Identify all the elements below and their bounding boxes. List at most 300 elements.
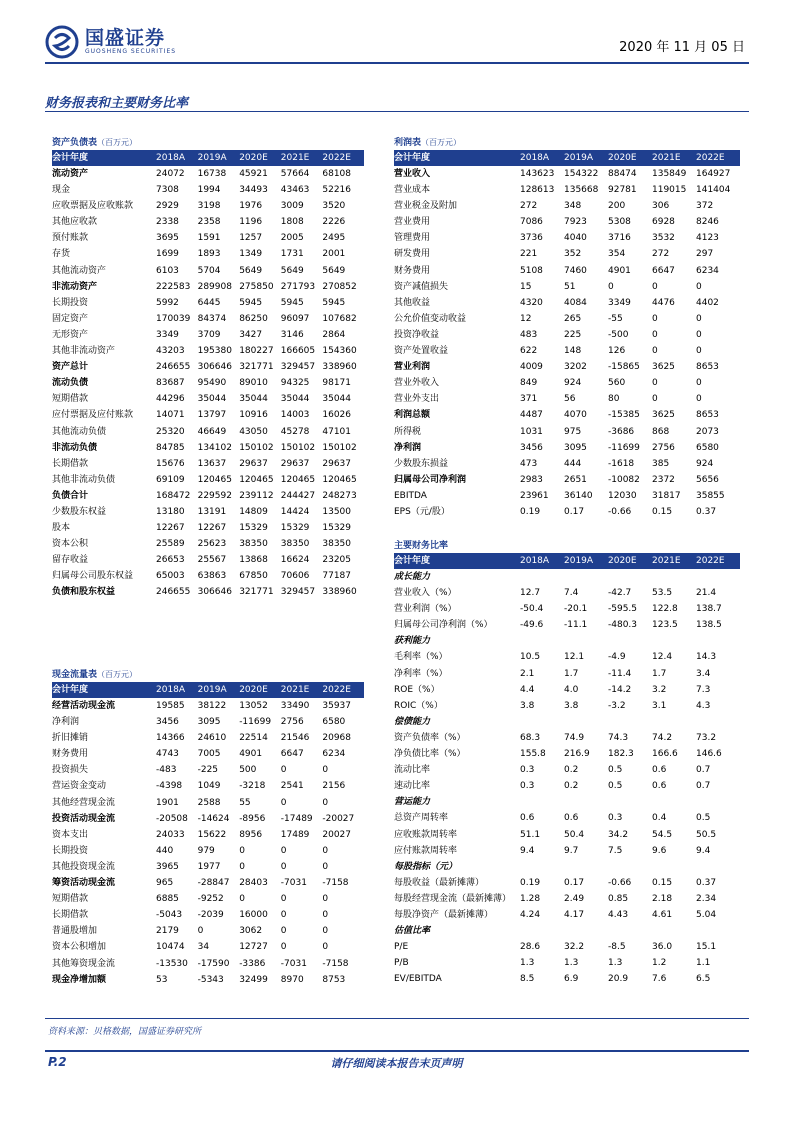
cell-value: 25623 — [197, 539, 227, 550]
cell-value: 20968 — [322, 733, 352, 744]
table-row — [52, 391, 364, 407]
cell-value: 0 — [322, 942, 329, 953]
cell-value: 15329 — [239, 523, 268, 534]
table-row — [52, 166, 364, 182]
table-row — [394, 440, 740, 456]
table-row — [52, 214, 364, 230]
cell-value: 3.8 — [564, 700, 579, 711]
table-row — [394, 230, 740, 246]
table-row — [52, 182, 364, 198]
cell-value: 8753 — [322, 974, 346, 985]
table-row — [394, 649, 740, 665]
cell-value: 107682 — [322, 313, 357, 324]
cell-value: 89010 — [239, 378, 268, 389]
cell-value: 3349 — [608, 297, 631, 308]
cell-value: 4.17 — [564, 909, 585, 920]
cell-value: 1901 — [156, 797, 179, 808]
cell-value: 0.17 — [564, 506, 585, 517]
cell-value: 4084 — [564, 297, 587, 308]
cell-value: 2358 — [197, 217, 221, 228]
table-title-text: 现金流量表 — [52, 670, 98, 680]
table-row — [394, 939, 740, 955]
cell-value: 13797 — [197, 410, 227, 421]
cell-value: 924 — [564, 378, 582, 389]
page-number: P.2 — [48, 1055, 67, 1069]
cell-value: 0.3 — [520, 781, 535, 792]
cell-value: 168472 — [156, 490, 191, 501]
cell-value: 275850 — [239, 281, 274, 292]
cell-value: 3965 — [156, 861, 179, 872]
cell-value: 7.6 — [652, 974, 667, 985]
section-divider — [45, 111, 749, 112]
cell-value: 4901 — [608, 265, 631, 276]
table-row — [394, 246, 740, 262]
cell-value: -7031 — [280, 878, 307, 889]
table-row — [394, 343, 740, 359]
cell-value: 225 — [564, 329, 582, 340]
cell-value: 3009 — [280, 201, 304, 212]
cell-value: 0 — [696, 394, 702, 405]
cell-value: 126 — [608, 346, 626, 357]
row-label: 应付账款周转率 — [394, 845, 458, 856]
cell-value: 13868 — [239, 555, 268, 566]
cell-value: 8970 — [280, 974, 304, 985]
cell-value: 32499 — [239, 974, 268, 985]
table-row — [52, 859, 364, 875]
cell-value: 69109 — [156, 474, 185, 485]
table-row — [52, 520, 364, 536]
cell-value: 7923 — [564, 217, 587, 228]
cell-value: -42.7 — [608, 588, 632, 599]
row-label: 普通股增加 — [52, 926, 98, 937]
cell-value: 3.8 — [520, 700, 535, 711]
cell-value: 13180 — [156, 506, 185, 517]
table-row — [52, 875, 364, 891]
cell-value: 2073 — [696, 426, 719, 437]
table-row — [394, 843, 740, 859]
cell-value: 84374 — [197, 313, 227, 324]
cell-value: 2001 — [322, 249, 346, 260]
row-label: 归属母公司股东权益 — [52, 571, 134, 582]
table-title — [394, 136, 740, 151]
cell-value: 9.6 — [652, 845, 667, 856]
cell-value: 1808 — [280, 217, 304, 228]
header-divider — [45, 62, 749, 64]
cell-value: 0 — [280, 861, 287, 872]
cell-value: -50.4 — [520, 604, 544, 615]
cell-value: 270852 — [322, 281, 357, 292]
cell-value: 244427 — [280, 490, 316, 501]
row-label: 长期投资 — [52, 297, 89, 308]
logo-name: 国盛证券 — [85, 27, 166, 49]
row-label: 净负债比率（%） — [394, 749, 466, 760]
table-bottom-divider — [45, 1018, 749, 1019]
cell-value: 74.9 — [564, 732, 585, 743]
cell-value: 16000 — [239, 910, 268, 921]
cell-value: 155.8 — [520, 749, 546, 760]
cell-value — [696, 633, 740, 649]
row-label: 股本 — [52, 523, 71, 534]
table-row — [394, 391, 740, 407]
cell-value: 13052 — [239, 701, 268, 711]
cell-value: 1699 — [156, 249, 179, 260]
cell-value: 25567 — [197, 555, 227, 566]
cell-value: 73.2 — [696, 732, 717, 743]
cell-value: 271793 — [280, 281, 316, 292]
cell-value: 0.5 — [608, 781, 623, 792]
table-row — [52, 907, 364, 923]
cell-value: 12.7 — [520, 588, 541, 599]
cell-value: 2541 — [280, 781, 304, 792]
table-row — [52, 327, 364, 343]
cell-value: 143623 — [520, 169, 555, 179]
cell-value: 1.3 — [608, 958, 623, 969]
cell-value: 1349 — [239, 249, 263, 260]
cell-value — [564, 923, 608, 939]
cell-value — [652, 794, 696, 810]
cell-value: 0 — [652, 394, 658, 405]
row-label: 其他流动资产 — [52, 265, 107, 276]
cell-value: 180227 — [239, 346, 274, 357]
cell-value: 148 — [564, 346, 582, 357]
cell-value: 21.4 — [696, 588, 717, 599]
row-label: 管理费用 — [394, 233, 431, 244]
cell-value: 0 — [280, 942, 287, 953]
cell-value: 92781 — [608, 185, 637, 196]
row-label: 研发费用 — [394, 249, 431, 260]
table-row — [394, 666, 740, 682]
cashflow-table — [52, 668, 364, 988]
cell-value: 0.85 — [608, 893, 629, 904]
row-label: 每股经营现金流（最新摊薄） — [394, 893, 512, 904]
cell-value: 0 — [696, 281, 702, 292]
table-title — [52, 136, 364, 151]
cell-value: -13530 — [156, 958, 188, 969]
cell-value: 0 — [239, 845, 245, 856]
cell-value: -20.1 — [564, 604, 588, 615]
cell-value — [652, 569, 696, 585]
cell-value: 4476 — [652, 297, 675, 308]
row-label: 其他非流动负债 — [52, 474, 116, 485]
cell-value: 134102 — [197, 442, 232, 453]
cell-value: 12727 — [239, 942, 268, 953]
cell-value: -3386 — [239, 958, 266, 969]
row-label: 负债合计 — [52, 490, 89, 501]
cell-value: 6928 — [652, 217, 675, 228]
table-row — [52, 456, 364, 472]
table-row — [52, 230, 364, 246]
row-label: 投资活动现金流 — [52, 813, 116, 824]
row-label: 资产减值损失 — [394, 281, 449, 292]
table-row — [394, 585, 740, 601]
row-label: 其他收益 — [394, 297, 431, 308]
cell-value: 164927 — [696, 169, 731, 179]
cell-value: 122.8 — [652, 604, 678, 615]
cell-value: 12267 — [197, 523, 227, 534]
source-note: 资料来源：贝格数据，国盛证券研究所 — [48, 1027, 202, 1037]
cell-value: 965 — [156, 878, 174, 889]
row-label: 固定资产 — [52, 313, 89, 324]
header-label: 会计年度 — [394, 556, 431, 566]
row-label: 流动资产 — [52, 169, 89, 179]
table-row — [52, 584, 364, 600]
cell-value: 0.2 — [564, 765, 579, 776]
cell-value: 0 — [696, 329, 702, 340]
row-label: 获利能力 — [394, 636, 431, 647]
cell-value: 4.3 — [696, 700, 711, 711]
cell-value: 0 — [197, 926, 204, 937]
cell-value: 74.3 — [608, 732, 629, 743]
cell-value: 2338 — [156, 217, 179, 228]
table-row — [394, 295, 740, 311]
cell-value: 35937 — [322, 701, 352, 711]
cell-value: 0 — [696, 346, 702, 357]
cell-value: 5.04 — [696, 909, 717, 920]
cell-value: 4.4 — [520, 684, 535, 695]
cell-value: 321771 — [239, 362, 274, 373]
cell-value: 14.3 — [696, 652, 717, 663]
cell-value: 23205 — [322, 555, 352, 566]
cell-value: 248273 — [322, 490, 357, 501]
cell-value: -10082 — [608, 474, 640, 485]
table-row — [394, 682, 740, 698]
table-row — [52, 536, 364, 552]
cell-value: 96097 — [280, 313, 310, 324]
cell-value: 55 — [239, 797, 251, 808]
row-label: 资产总计 — [52, 362, 89, 373]
cell-value: 146.6 — [696, 749, 722, 760]
cell-value: 34.2 — [608, 829, 629, 840]
cell-value: 154322 — [564, 169, 599, 179]
cell-value: 12.1 — [564, 652, 585, 663]
row-label: P/E — [394, 942, 409, 953]
cell-value: 88474 — [608, 169, 637, 179]
cell-value: 9.7 — [564, 845, 579, 856]
row-label: 投资净收益 — [394, 329, 440, 340]
cell-value: 4487 — [520, 410, 543, 421]
cell-value: 3709 — [197, 329, 221, 340]
header-year: 2022E — [696, 153, 725, 163]
cell-value: 1994 — [197, 185, 221, 196]
cell-value: 272 — [652, 249, 670, 260]
table-row — [394, 166, 740, 182]
row-label: 净利润 — [52, 717, 80, 728]
cell-value: 21546 — [280, 733, 310, 744]
cell-value: -5043 — [156, 910, 183, 921]
row-label: 其他筹资现金流 — [52, 958, 116, 969]
cell-value: 246655 — [156, 587, 191, 598]
cell-value — [608, 859, 652, 875]
cell-value: 20.9 — [608, 974, 629, 985]
cell-value: 166605 — [280, 346, 316, 357]
cell-value: 0.15 — [652, 506, 673, 517]
table-row — [52, 939, 364, 955]
row-label: ROIC（%） — [394, 700, 443, 711]
cell-value: 2756 — [280, 717, 304, 728]
cell-value: 0 — [322, 765, 329, 776]
cell-value: 50.4 — [564, 829, 585, 840]
row-label: EPS（元/股） — [394, 506, 450, 517]
table-row — [394, 891, 740, 907]
row-label: 营业外收入 — [394, 378, 440, 389]
table-row — [52, 311, 364, 327]
cell-value: 3520 — [322, 201, 346, 212]
cell-value: 6.9 — [564, 974, 579, 985]
cell-value — [564, 859, 608, 875]
cell-value: 170039 — [156, 313, 191, 324]
cell-value: 38350 — [322, 539, 352, 550]
cell-value — [520, 633, 564, 649]
header-year: 2018A — [156, 153, 186, 163]
cell-value: 84785 — [156, 442, 185, 453]
table-row — [52, 472, 364, 488]
row-label: 营业成本 — [394, 185, 431, 196]
cell-value: 5108 — [520, 265, 543, 276]
cell-value: 0 — [280, 797, 287, 808]
cell-value: 150102 — [280, 442, 316, 453]
row-label: 非流动资产 — [52, 281, 98, 292]
cell-value: 35044 — [197, 394, 227, 405]
table-row — [52, 827, 364, 843]
cell-value: 216.9 — [564, 749, 590, 760]
cell-value: 221 — [520, 249, 538, 260]
row-label: 营业收入 — [394, 169, 431, 179]
cell-value: 372 — [696, 201, 714, 212]
table-row — [52, 795, 364, 811]
cell-value: 3736 — [520, 233, 543, 244]
cell-value: 0 — [239, 861, 245, 872]
cell-value: 3.2 — [652, 684, 667, 695]
row-label: 短期借款 — [52, 394, 89, 405]
table-row — [52, 714, 364, 730]
row-label: 资本支出 — [52, 829, 89, 840]
cell-value: 0.6 — [564, 813, 579, 824]
cell-value: 239112 — [239, 490, 274, 501]
cell-value: 20027 — [322, 829, 352, 840]
cell-value: 0.7 — [696, 765, 711, 776]
cell-value: -3.2 — [608, 700, 626, 711]
cell-value: 1257 — [239, 233, 263, 244]
cell-value: 0 — [280, 926, 287, 937]
table-row — [394, 810, 740, 826]
row-label: 长期借款 — [52, 458, 89, 469]
cell-value: 14071 — [156, 410, 185, 421]
cell-value: 95490 — [197, 378, 227, 389]
footer-divider — [45, 1050, 749, 1052]
cell-value: 54.5 — [652, 829, 673, 840]
table-header — [394, 151, 740, 166]
row-label: 预付账款 — [52, 233, 89, 244]
cell-value: 0 — [696, 313, 702, 324]
header-label: 会计年度 — [394, 153, 431, 163]
cell-value: 67850 — [239, 571, 268, 582]
table-row — [394, 633, 740, 649]
table-row — [52, 762, 364, 778]
cell-value: 38350 — [280, 539, 310, 550]
cell-value: 7.5 — [608, 845, 623, 856]
cell-value: 0 — [322, 926, 329, 937]
cell-value: 1049 — [197, 781, 221, 792]
cell-value: -14.2 — [608, 684, 632, 695]
header-label: 会计年度 — [52, 685, 89, 695]
table-row — [394, 827, 740, 843]
table-title-text: 主要财务比率 — [394, 541, 449, 551]
cell-value — [696, 923, 740, 939]
table-row — [394, 601, 740, 617]
cell-value: 0.3 — [608, 813, 623, 824]
cell-value: 5945 — [322, 297, 346, 308]
cell-value: 65003 — [156, 571, 185, 582]
cell-value: 2179 — [156, 926, 179, 937]
cell-value — [564, 569, 608, 585]
cell-value: 5945 — [239, 297, 263, 308]
cell-value: 34493 — [239, 185, 268, 196]
cell-value: 0 — [280, 910, 287, 921]
header-year: 2020E — [239, 153, 268, 163]
cell-value: 3095 — [564, 442, 587, 453]
header-year: 2021E — [280, 685, 310, 695]
table-row — [394, 698, 740, 714]
cell-value: 52216 — [322, 185, 352, 196]
cell-value: 385 — [652, 458, 670, 469]
cell-value: 138.5 — [696, 620, 722, 631]
cell-value: 338960 — [322, 362, 357, 373]
table-row — [52, 263, 364, 279]
cell-value — [652, 923, 696, 939]
cell-value: 4009 — [520, 362, 543, 373]
cell-value: 0.3 — [520, 765, 535, 776]
cell-value — [696, 859, 740, 875]
row-label: 资本公积 — [52, 539, 89, 550]
cell-value: 3146 — [280, 329, 304, 340]
row-label: 营运能力 — [394, 797, 431, 808]
cell-value: 6647 — [652, 265, 675, 276]
cell-value: 123.5 — [652, 620, 678, 631]
cell-value: 6885 — [156, 894, 179, 905]
row-label: 流动负债 — [52, 378, 89, 389]
row-label: 长期投资 — [52, 845, 89, 856]
cell-value: -4398 — [156, 781, 183, 792]
cell-value: 9.4 — [696, 845, 711, 856]
row-label: 营业税金及附加 — [394, 201, 458, 212]
cell-value: 3198 — [197, 201, 221, 212]
table-row — [394, 327, 740, 343]
cell-value: 1893 — [197, 249, 221, 260]
balance-sheet-table — [52, 136, 364, 601]
table-row — [52, 778, 364, 794]
cell-value: 74.2 — [652, 732, 673, 743]
cell-value: 68.3 — [520, 732, 541, 743]
cell-value: 53 — [156, 974, 168, 985]
cell-value: 29637 — [322, 458, 352, 469]
cell-value: 246655 — [156, 362, 191, 373]
cell-value: 306646 — [197, 362, 232, 373]
cell-value: 8246 — [696, 217, 719, 228]
cell-value: 98171 — [322, 378, 352, 389]
cell-value: 57664 — [280, 169, 310, 179]
table-row — [52, 488, 364, 504]
cell-value: 500 — [239, 765, 257, 776]
cell-value: 222583 — [156, 281, 191, 292]
cell-value: 0.37 — [696, 877, 717, 888]
header-year: 2021E — [652, 556, 681, 566]
cell-value — [696, 794, 740, 810]
table-row — [394, 456, 740, 472]
cell-value: 3695 — [156, 233, 179, 244]
cell-value: 120465 — [239, 474, 274, 485]
row-label: 少数股东损益 — [394, 458, 449, 469]
cell-value: 14809 — [239, 506, 268, 517]
